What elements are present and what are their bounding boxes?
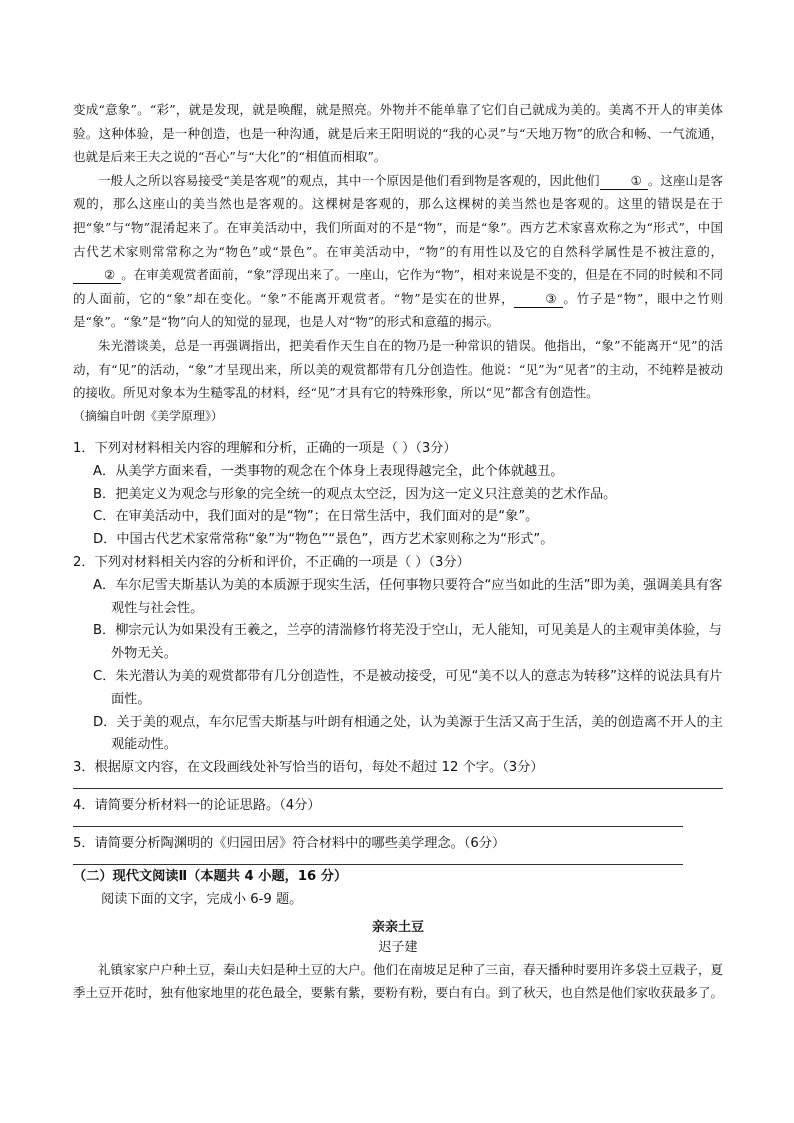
reading-material [73, 98, 723, 428]
material-paragraph-1: 变成“意象”。“彩”，就是发现，就是唤醒，就是照亮。外物并不能单靠了它们自己就成为美的。美离不开人的审美体验。这种体验，是一种创造，也是一种沟通，就是后来王阳明说的“我的心灵”与“天地万物”的欣合和畅、一气流通，也就是后来王夫之说的“吾心”与“大化”的“相值而相取”。 [73, 102, 723, 165]
story-title: 亲亲土豆 [371, 919, 424, 935]
question-1-option-b[interactable]: B．把美定义为观念与形象的完全统一的观点太空泛，因为这一定义只注意美的艺术作品。 [93, 486, 617, 502]
source-citation: （摘编自叶朗《美学原理》） [73, 408, 224, 423]
question-4-answer-line[interactable] [73, 826, 683, 827]
material-paragraph-3: 朱光潜谈美，总是一再强调指出，把美看作天生自在的物乃是一种常识的错误。他指出，“象”不能离开“见”的活动，有“见”的活动，“象”才呈现出来，所以美的观赏都带有几分创造性。他说：“见”为“见者”的主动，不纯粹是被动的接收。所见对象本为生糙零乱的材料，经“见”才具有它的特殊形象，所以“见”都含有创造性。 [73, 337, 723, 401]
question-5-stem: 5．请简要分析陶渊明的《归园田居》符合材料中的哪些美学理念。（6分） [73, 835, 506, 851]
paragraph-2-text-a: 一般人之所以容易接受“美是客观”的观点，其中一个原因是他们看到物是客观的，因此他们 [98, 172, 600, 188]
question-2-option-b[interactable]: B．柳宗元认为如果没有王羲之，兰亭的清湍修竹将芜没于空山，无人能知，可见美是人的主观审美体验，与外物无关。 [93, 623, 722, 662]
story-author: 迟子建 [378, 939, 418, 955]
material-paragraph-2 [73, 169, 723, 334]
blank-2: ② [73, 267, 121, 284]
story-paragraph-1: 礼镇家家户户种土豆，秦山夫妇是种土豆的大户。他们在南坡足足种了三亩，春天播种时要用许多袋土豆栽子，夏季土豆开花时，独有他家地里的花色最全，要紫有紫，要粉有粉，要白有白。到了秋天，也自然是他们家收获最多了。 [73, 961, 724, 1001]
question-2-option-c[interactable]: C．朱光潜认为美的观赏都带有几分创造性，不是被动接受，可见“美不以人的意志为转移”这样的说法具有片面性。 [93, 668, 723, 707]
question-2-option-d[interactable]: D．关于美的观点，车尔尼雪夫斯基与叶朗有相通之处，认为美源于生活又高于生活，美的创造离不开人的主观能动性。 [93, 714, 723, 753]
section-2-instruction: 阅读下面的文字，完成小 6-9 题。 [101, 891, 303, 907]
section-2-heading: （二）现代文阅读Ⅱ（本题共 4 小题，16 分） [73, 869, 348, 884]
question-2-option-a[interactable]: A．车尔尼雪夫斯基认为美的本质源于现实生活，任何事物只要符合“应当如此的生活”即为美，强调美具有客观性与社会性。 [93, 577, 723, 616]
questions-block [73, 438, 723, 871]
question-2-stem: 2．下列对材料相关内容的分析和评价，不正确的一项是（ ）（3分） [73, 554, 470, 570]
paragraph-2-text-c: 。在审美观赏者面前，“象”浮现出来了。一座山，它作为“物”，相对来说是不变的，但是在不同的时候和不同的人面前，它的“象”却在变化。“象”不能离开观赏者。“物”是实在的世界， [73, 267, 723, 306]
question-4-stem: 4．请简要分析材料一的论证思路。（4分） [73, 797, 321, 813]
question-1-option-d[interactable]: D．中国古代艺术家常常称“象”为“物色”“景色”，西方艺术家则称之为“形式”。 [93, 532, 554, 548]
question-3-stem: 3．根据原文内容，在文段画线处补写恰当的语句，每处不超过 12 个字。（3分） [73, 760, 544, 776]
section-2 [73, 866, 723, 1005]
blank-3: ③ [514, 291, 562, 308]
question-1-stem: 1．下列对材料相关内容的理解和分析，正确的一项是（ ）（3分） [73, 441, 457, 456]
question-1-option-a[interactable]: A．从美学方面来看，一类事物的观念在个体身上表现得越完全，此个体就越丑。 [93, 463, 564, 479]
paragraph-2-text-d: 。竹子是“物”，眼中之竹则是“象”。“象”是“物”向人的知觉的显现，也是人对“物”的形式和意蕴的揭示。 [73, 290, 723, 330]
question-1-option-c[interactable]: C．在审美活动中，我们面对的是“物”；在日常生活中，我们面对的是“象”。 [93, 509, 539, 525]
blank-1: ① [600, 173, 648, 190]
question-3-answer-line[interactable] [73, 788, 723, 789]
paragraph-2-text-b: 。这座山是客观的，那么这座山的美当然也是客观的。这棵树是客观的，那么这棵树的美当然也是客观的。这里的错误是在于把“象”与“物”混淆起来了。在审美活动中，我们所面对的不是“物”，而是“象”。西方艺术家喜欢称之为“形式”，中国古代艺术家则常常称之为“物色”或“景色”。在审美活动中，“物”的有用性以及它的自然科学属性是不被注意的， [73, 172, 723, 259]
question-5-answer-line[interactable] [73, 864, 683, 865]
